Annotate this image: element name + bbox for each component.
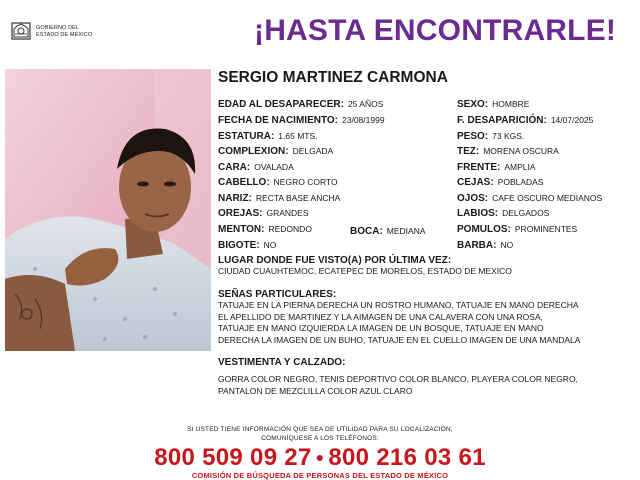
field-tez: TEZ: MORENA OSCURA (457, 146, 559, 157)
contact-info-line1: SI USTED TIENE INFORMACIÓN QUE SEA DE UTILIDAD PARA SU LOCALIZACIÓN, (187, 426, 453, 433)
field-menton: MENTON: REDONDO (218, 224, 312, 235)
vestimenta-title: VESTIMENTA Y CALZADO: (218, 357, 346, 368)
field-cabello: CABELLO: NEGRO CORTO (218, 177, 338, 188)
field-nacimiento: FECHA DE NACIMIENTO: 23/08/1999 (218, 115, 385, 126)
field-labios: LABIOS: DELGADOS (457, 208, 550, 219)
missing-person-photo (5, 69, 211, 351)
state-emblem-icon (10, 20, 32, 42)
phone-number-2[interactable]: 800 216 03 61 (328, 444, 486, 471)
page-headline: ¡HASTA ENCONTRARLE! (254, 14, 617, 47)
person-name: SERGIO MARTINEZ CARMONA (218, 69, 448, 86)
bullet-separator-icon: ● (315, 448, 325, 465)
field-pomulos: POMULOS: PROMINENTES (457, 224, 578, 235)
senas-line: DERECHA LA IMAGEN DE UN BUHO, TATUAJE EN EL CUELLO IMAGEN DE UNA MANDALA (218, 334, 581, 345)
field-estatura: ESTATURA: 1.65 MTS. (218, 131, 318, 142)
field-complexion: COMPLEXION: DELGADA (218, 146, 334, 157)
field-barba: BARBA: NO (457, 240, 514, 251)
field-frente: FRENTE: AMPLIA (457, 162, 536, 173)
senas-line: TATUAJE EN MANO IZQUIERDA LA IMAGEN DE UN BOSQUE, TATUAJE EN MANO (218, 323, 544, 333)
contact-info-line2: COMUNÍQUESE A LOS TELÉFONOS: (261, 435, 379, 442)
vestimenta-line: GORRA COLOR NEGRO, TENIS DEPORTIVO COLOR BLANCO, PLAYERA COLOR NEGRO, (218, 374, 578, 384)
state-logo (10, 20, 120, 44)
phone-number-1[interactable]: 800 509 09 27 (154, 444, 312, 471)
lugar-title: LUGAR DONDE FUE VISTO(A) POR ÚLTIMA VEZ: (218, 255, 452, 266)
field-desaparicion: F. DESAPARICIÓN: 14/07/2025 (457, 115, 594, 126)
field-peso: PESO: 73 KGS. (457, 131, 525, 142)
lugar-text: CIUDAD CUAUHTEMOC, ECATEPEC DE MORELOS, ESTADO DE MEXICO (218, 266, 512, 276)
senas-title: SEÑAS PARTICULARES: (218, 289, 337, 300)
vestimenta-line: PANTALON DE MEZCLILLA COLOR AZUL CLARO (218, 385, 413, 396)
field-bigote: BIGOTE: NO (218, 240, 277, 251)
senas-line: TATUAJE EN LA PIERNA DERECHA UN ROSTRO HUMANO, TATUAJE EN MANO DERECHA (218, 300, 579, 310)
field-cara: CARA: OVALADA (218, 162, 294, 173)
field-cejas: CEJAS: POBLADAS (457, 177, 544, 188)
field-sexo: SEXO: HOMBRE (457, 99, 530, 110)
contact-phones (0, 444, 640, 472)
field-nariz: NARIZ: RECTA BASE ANCHA (218, 193, 341, 204)
government-name: GOBIERNO DEL ESTADO DE MÉXICO (36, 25, 93, 38)
senas-line: EL APELLIDO DE MARTINEZ Y LA AIMAGEN DE UNA CALAVERA CON UNA ROSA, (218, 311, 543, 322)
field-boca: BOCA: MEDIANA (350, 226, 426, 237)
person-photo-illustration (5, 69, 211, 351)
field-ojos: OJOS: CAFE OSCURO MEDIANOS (457, 193, 603, 204)
field-edad: EDAD AL DESAPARECER: 25 AÑOS (218, 99, 384, 110)
commission-footer: COMISIÓN DE BÚSQUEDA DE PERSONAS DEL ESTADO DE MÉXICO (191, 471, 449, 480)
field-orejas: OREJAS: GRANDES (218, 208, 309, 219)
